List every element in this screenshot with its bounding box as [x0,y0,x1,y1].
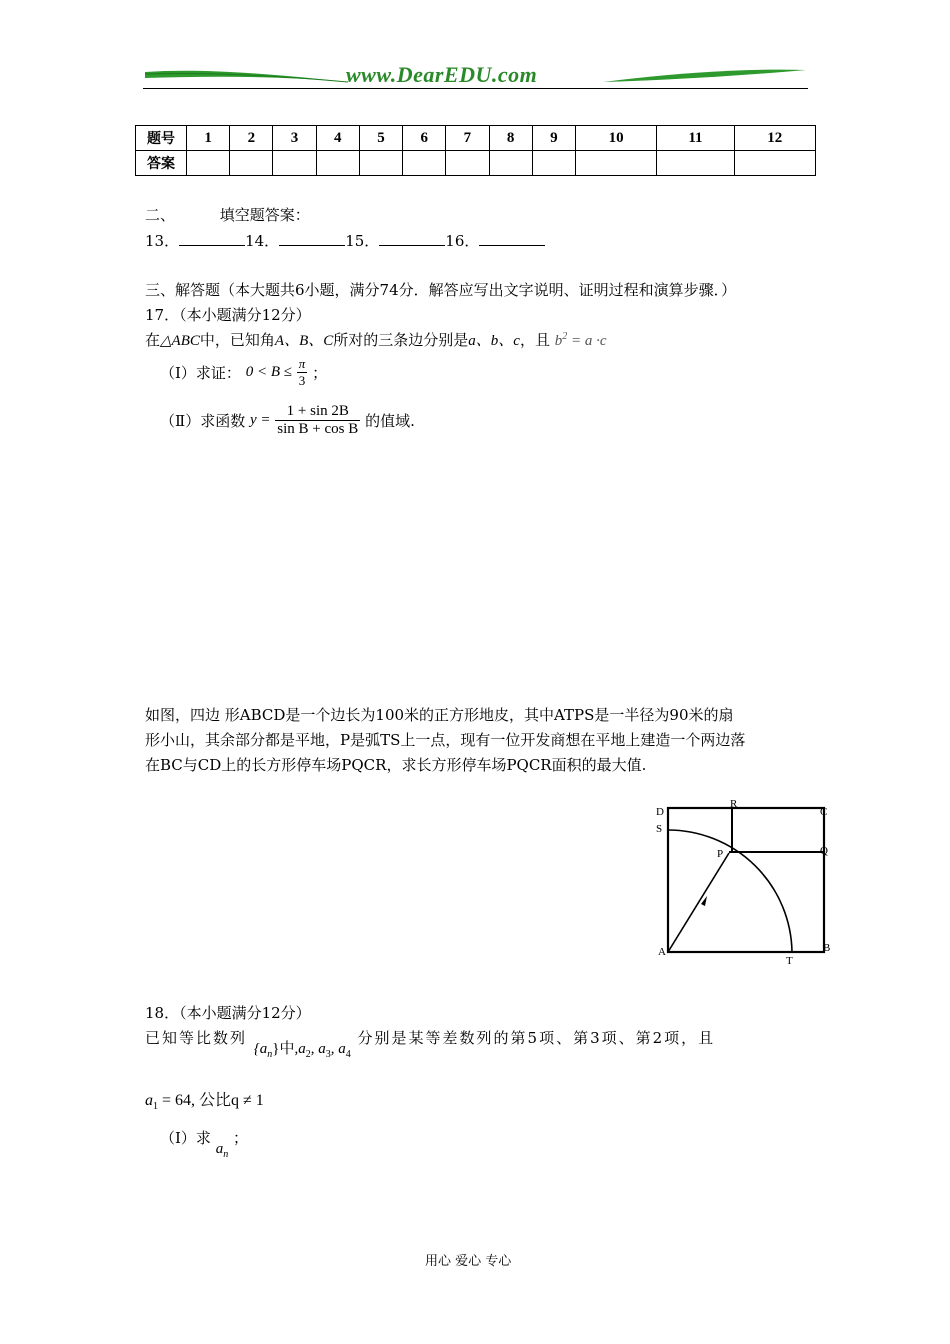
table-cell-number: 10 [575,126,656,151]
header-rule [143,88,808,89]
square-abcd [668,808,824,952]
answer-cell[interactable] [230,151,273,176]
q17-part2 [160,403,415,438]
radius-ap [668,853,729,952]
table-cell-number: 11 [657,126,734,151]
q17-stem-mid: 中，已知角 [199,331,275,349]
q18-cond-sub: 1 [153,1101,158,1113]
table-cell-number: 4 [316,126,359,151]
q18-part1 [160,1127,249,1160]
parking-figure [654,800,834,970]
answer-cell[interactable] [734,151,815,176]
q18-part1-a: a [215,1141,224,1157]
blank-label: 13． [145,232,180,250]
q17-stem-end: ，且 [519,331,550,349]
label-s: S [656,823,663,835]
answer-cell[interactable] [187,151,230,176]
table-row [136,151,816,176]
q18-seq-close: }中, [272,1041,299,1057]
label-q: Q [820,845,828,857]
table-cell-number: 6 [403,126,446,151]
answer-cell[interactable] [446,151,489,176]
answer-cell[interactable] [657,151,734,176]
table-cell-number: 5 [359,126,402,151]
square-diagram [654,800,834,970]
fraction-denominator: sin B + cos B [277,421,359,437]
q17-part1-end: ； [312,364,328,382]
q17-part1-math: 0 < B ≤ [245,364,292,380]
q17-part2-end: 的值域. [365,412,415,430]
table-cell-number: 7 [446,126,489,151]
q17-part1-label: （Ⅰ）求证： [160,364,241,382]
logo-text: www.DearEDU.com [346,62,538,87]
q17-sides: a、b、c [468,333,520,349]
q18-sequence: $\{a_n\}$中$,a_2$, $a_3$, $a_4$ [253,1041,351,1060]
blank-line[interactable] [179,231,245,246]
q18-seq-sub: n [267,1049,273,1060]
answer-cell[interactable] [489,151,532,176]
q18-stem-pre: 已知等比数列 [145,1029,248,1047]
table-cell-number: 12 [734,126,815,151]
fill-heading-text: 填空题答案： [219,206,310,224]
blank-line[interactable] [479,231,545,246]
table-cell-number: 1 [187,126,230,151]
q18-term: a [318,1041,326,1057]
q17-cond-rhs: = a ·c [570,333,607,349]
q18-term: a [338,1041,346,1057]
q18-title: 18．（本小题满分12分） [145,1004,311,1022]
label-p: P [717,848,724,860]
q17-part1-fraction [297,356,308,389]
q18-part1-sub: n [223,1149,229,1160]
fill-heading [145,204,310,225]
q18-condition [145,1087,264,1112]
q17-part2-lhs: y = [249,412,271,428]
label-a: A [658,946,666,958]
row-label-question-number: 题号 [136,126,187,151]
q18-stem-text: 分别是某等差数列的第5项、第3项、第2项，且 [357,1029,716,1047]
answer-table [135,125,816,176]
q17-title: 17．（本小题满分12分） [145,306,311,324]
blank-label: 16． [445,232,480,250]
blank-label: 14． [245,232,280,250]
parking-line-3: 在BC与CD上的长方形停车场PQCR，求长方形停车场PQCR面积的最大值. [145,756,647,774]
blank-line[interactable] [279,231,345,246]
fill-heading-num: 二、 [145,206,176,224]
q18-cond-var: a [145,1092,153,1109]
q17-condition [555,333,607,349]
q18-cond-rest: = 64, 公比q ≠ 1 [162,1092,264,1109]
q17-part1 [160,356,327,389]
answer-cell[interactable] [273,151,316,176]
q17-cond-lhs: b [554,333,563,349]
fraction-numerator: π [298,356,306,371]
q18-part1-end: ； [233,1129,249,1147]
parking-line-1: 如图，四边 形ABCD是一个边长为100米的正方形地皮，其中ATPS是一半径为90米的扇 [145,706,734,724]
solve-heading: 三、解答题（本大题共6小题，满分74分．解答应写出文字说明、证明过程和演算步骤．） [145,281,737,299]
q18-term: a [298,1041,306,1057]
answer-cell[interactable] [532,151,575,176]
label-r: R [730,798,738,810]
q17-triangle: △ABC [160,333,200,349]
q17-cond-exp: 2 [562,331,568,342]
table-cell-number: 3 [273,126,316,151]
fraction-numerator: 1 + sin 2B [275,403,360,421]
header-logo [143,62,808,92]
blank-label: 15． [345,232,380,250]
q17-stem-pre: 在 [145,331,161,349]
label-d: D [656,806,664,818]
fraction-denominator: 3 [298,373,306,388]
q18-stem [145,1027,716,1060]
q18-part1-label: （Ⅰ）求 [160,1129,211,1147]
q17-part2-fraction [275,403,360,438]
parking-line-2: 形小山，其余部分都是平地，P是弧TS上一点，现有一位开发商想在平地上建造一个两边落 [145,731,746,749]
table-cell-number: 8 [489,126,532,151]
table-cell-number: 9 [532,126,575,151]
q17-angles: A、B、C [274,333,334,349]
arc-ts [668,830,792,952]
q18-part1-var [215,1141,229,1160]
fill-blanks [145,230,545,251]
answer-cell[interactable] [359,151,402,176]
table-cell-number: 2 [230,126,273,151]
row-label-answer: 答案 [136,151,187,176]
footer-text: 用心 爱心 专心 [425,1254,512,1269]
answer-cell[interactable] [316,151,359,176]
answer-cell[interactable] [403,151,446,176]
q18-seq: {a [253,1041,268,1057]
table-row [136,126,816,151]
q17-stem-mid2: 所对的三条边分别是 [333,331,469,349]
q17-stem [145,329,607,350]
label-c: C [820,806,828,818]
label-b: B [823,942,831,954]
answer-cell[interactable] [575,151,656,176]
logo-swoosh-right [598,64,808,90]
label-t: T [786,955,793,967]
q17-part2-label: （Ⅱ）求函数 [160,412,246,430]
logo-swoosh-left [143,64,353,90]
blank-line[interactable] [379,231,445,246]
